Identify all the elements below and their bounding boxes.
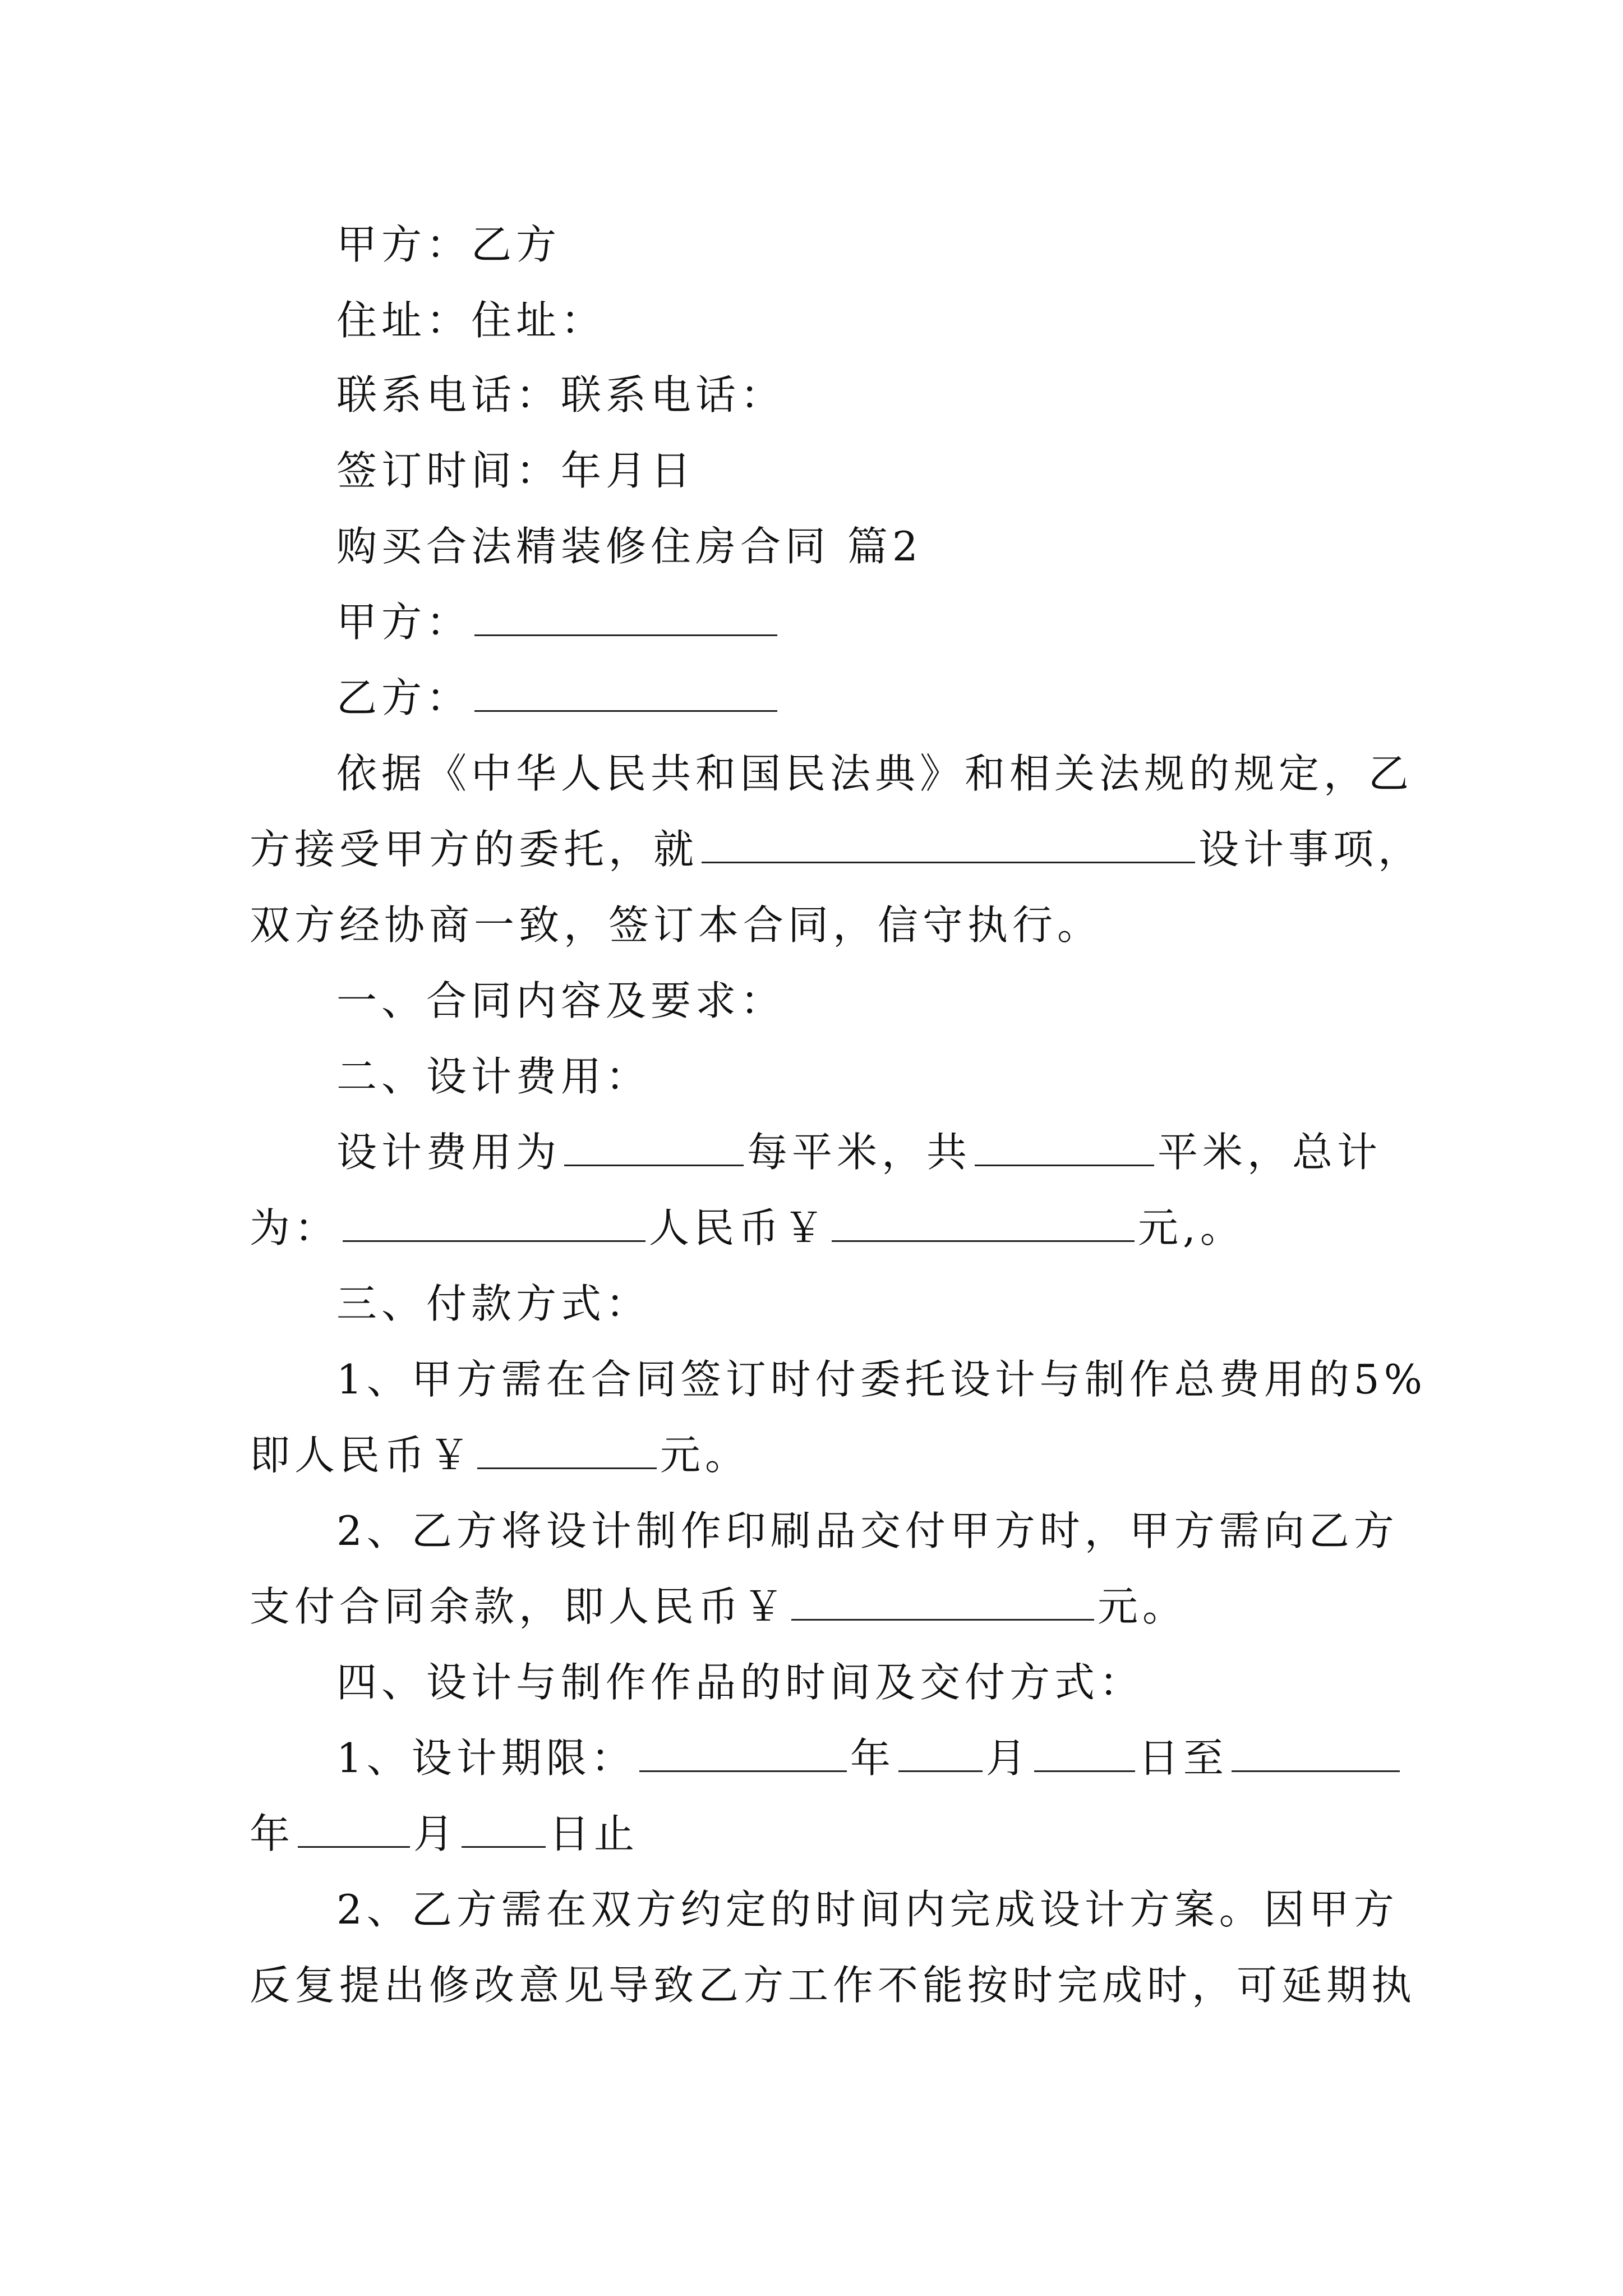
- period-text-f: 月: [413, 1810, 459, 1857]
- fee-text-f: 元,。: [1138, 1204, 1245, 1251]
- party-line: 甲方：乙方: [336, 221, 561, 268]
- period-text-a: 1、设计期限：: [336, 1734, 636, 1782]
- intro-line-1: 依据《中华人民共和国民法典》和相关法规的规定，乙: [336, 750, 1414, 797]
- start-year-blank[interactable]: [639, 1738, 847, 1772]
- fee-text-e: 人民币￥: [649, 1204, 829, 1251]
- end-year-blank[interactable]: [1232, 1738, 1400, 1772]
- party-b-blank[interactable]: [474, 678, 777, 712]
- fee-per-sqm-blank[interactable]: [564, 1132, 744, 1166]
- payment-1-line-2: [250, 1432, 1399, 1479]
- period-text-c: 月: [985, 1734, 1031, 1782]
- fee-line-2: [250, 1204, 1399, 1251]
- party-a-label: 甲方：: [336, 599, 472, 646]
- intro-line-2: [250, 826, 1423, 873]
- period-text-d: 日至: [1138, 1734, 1228, 1782]
- payment-2-line-2: [250, 1583, 1399, 1630]
- payment-1-line-1: 1、甲方需在合同签订时付委托设计与制作总费用的5%: [336, 1356, 1427, 1403]
- sign-date-line: 签订时间：年月日: [336, 447, 696, 494]
- fee-text-b: 每平米，共: [747, 1129, 972, 1176]
- period-text-e: 年: [250, 1810, 295, 1857]
- payment-1-text-a: 即人民币￥: [250, 1432, 474, 1479]
- party-a-blank[interactable]: [474, 602, 777, 636]
- payment-2-line-1: 2、乙方将设计制作印刷品交付甲方时，甲方需向乙方: [336, 1507, 1399, 1554]
- period-text-g: 日止: [549, 1810, 639, 1857]
- address-line: 住址：住址：: [336, 297, 606, 344]
- section-2-heading: 二、设计费用：: [336, 1053, 651, 1100]
- payment-2-text-b: 元。: [1098, 1583, 1188, 1630]
- section-1-heading: 一、合同内容及要求：: [336, 977, 786, 1024]
- design-item-blank[interactable]: [702, 829, 1195, 863]
- clause-2-line-1: 2、乙方需在双方约定的时间内完成设计方案。因甲方: [336, 1886, 1399, 1933]
- party-b-label: 乙方：: [336, 674, 472, 721]
- fee-text-a: 设计费用为: [336, 1129, 561, 1176]
- start-month-blank[interactable]: [898, 1738, 983, 1772]
- clause-2-line-2: 反复提出修改意见导致乙方工作不能按时完成时，可延期执: [250, 1962, 1417, 2009]
- end-month-blank[interactable]: [298, 1814, 410, 1848]
- section-4-heading: 四、设计与制作作品的时间及交付方式：: [336, 1659, 1145, 1706]
- end-day-blank[interactable]: [462, 1814, 546, 1848]
- deposit-amount-blank[interactable]: [477, 1435, 657, 1469]
- intro-text-b: 设计事项，: [1198, 826, 1423, 873]
- period-line-2: [250, 1810, 1399, 1857]
- section-3-heading: 三、付款方式：: [336, 1280, 651, 1327]
- payment-1-text-b: 元。: [660, 1432, 750, 1479]
- party-a-line: [336, 599, 1486, 646]
- phone-line: 联系电话：联系电话：: [336, 371, 786, 418]
- period-line-1: [336, 1734, 1486, 1782]
- intro-text-a: 方接受甲方的委托，就: [250, 826, 699, 873]
- start-day-blank[interactable]: [1034, 1738, 1135, 1772]
- fee-text-c: 平米，总计: [1158, 1129, 1382, 1176]
- total-amount-blank[interactable]: [832, 1208, 1135, 1242]
- payment-2-text-a: 支付合同余款，即人民币￥: [250, 1583, 789, 1630]
- party-b-line: [336, 674, 1486, 721]
- area-blank[interactable]: [975, 1132, 1154, 1166]
- fee-line-1: [336, 1129, 1486, 1176]
- intro-line-3: 双方经协商一致，签订本合同，信守执行。: [250, 901, 1103, 949]
- period-text-b: 年: [850, 1734, 895, 1782]
- fee-text-d: 为：: [250, 1204, 340, 1251]
- balance-amount-blank[interactable]: [791, 1586, 1094, 1621]
- contract-title: 购买合法精装修住房合同 篇2: [336, 523, 923, 570]
- total-words-blank[interactable]: [343, 1208, 645, 1242]
